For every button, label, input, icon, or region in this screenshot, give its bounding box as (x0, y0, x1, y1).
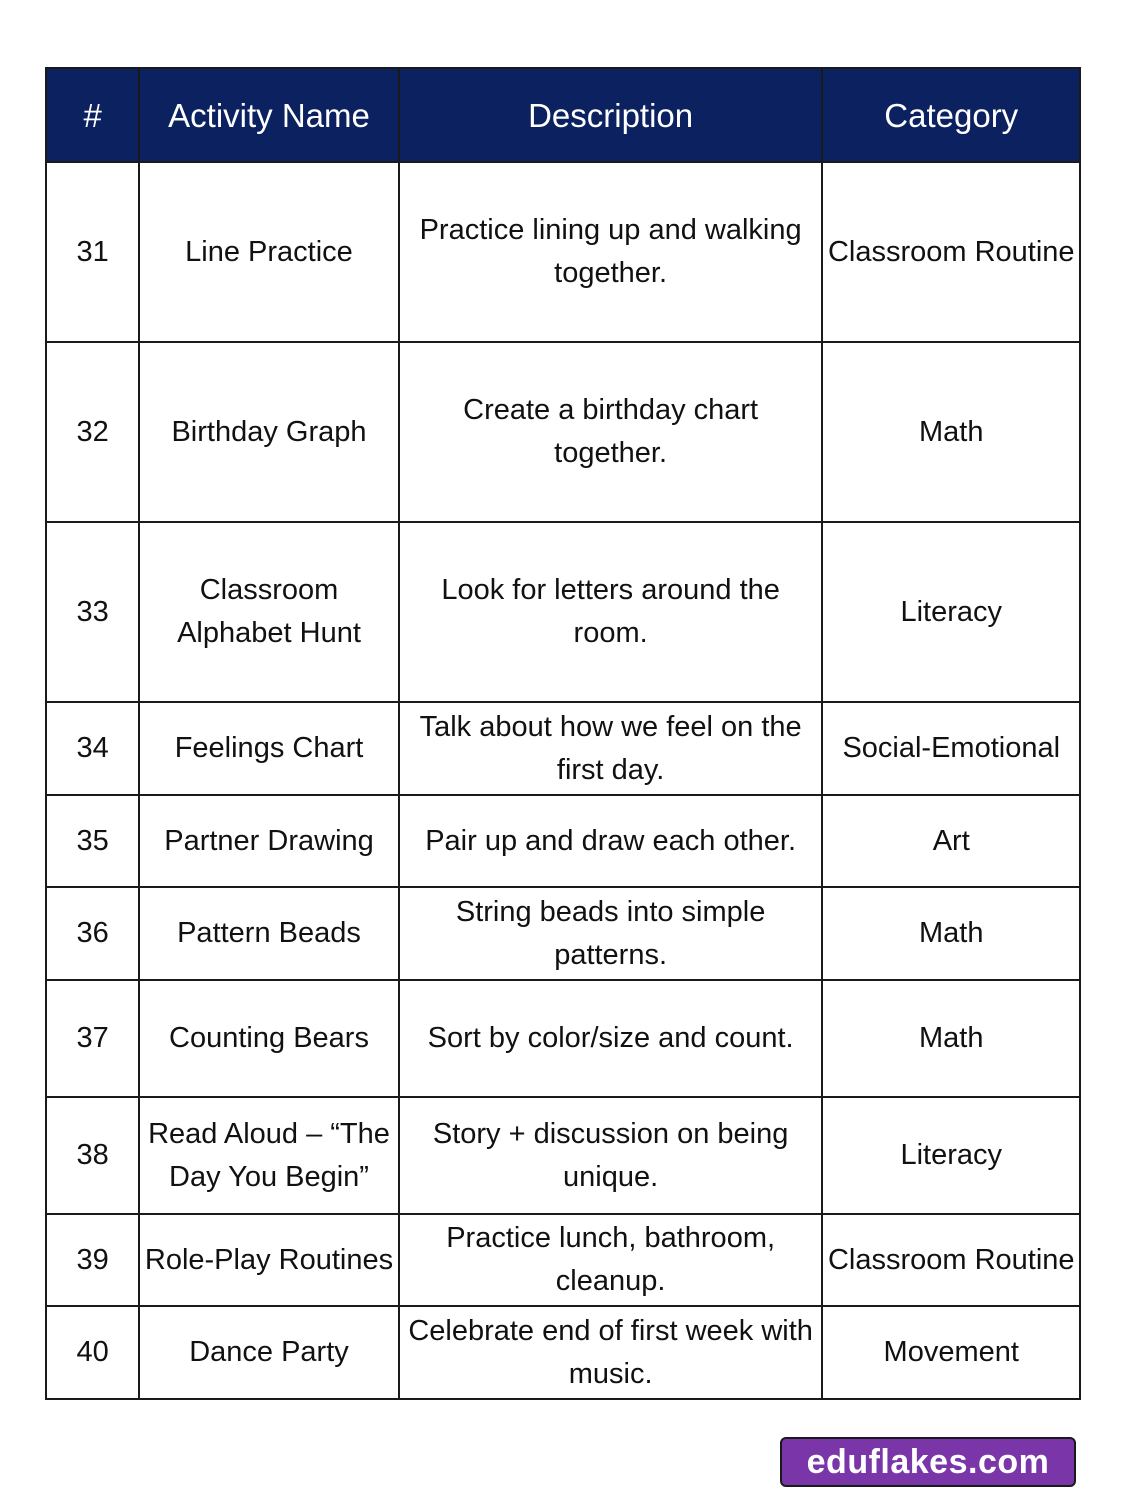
row-category: Art (822, 795, 1080, 887)
row-description: Practice lunch, bathroom, cleanup. (399, 1214, 823, 1306)
header-number: # (46, 68, 139, 162)
row-activity-name: Read Aloud – “The Day You Begin” (139, 1097, 399, 1214)
row-number: 35 (46, 795, 139, 887)
row-category: Social-Emotional (822, 702, 1080, 795)
header-activity-name: Activity Name (139, 68, 399, 162)
row-activity-name: Birthday Graph (139, 342, 399, 522)
row-description: Sort by color/size and count. (399, 980, 823, 1097)
row-description: Celebrate end of first week with music. (399, 1306, 823, 1399)
table-row (46, 980, 1080, 1097)
row-number: 40 (46, 1306, 139, 1399)
row-number: 33 (46, 522, 139, 702)
row-category: Math (822, 887, 1080, 980)
table-row (46, 162, 1080, 342)
row-category: Math (822, 342, 1080, 522)
row-number: 37 (46, 980, 139, 1097)
row-activity-name: Role-Play Routines (139, 1214, 399, 1306)
row-activity-name: Classroom Alphabet Hunt (139, 522, 399, 702)
row-category: Classroom Routine (822, 162, 1080, 342)
row-number: 38 (46, 1097, 139, 1214)
header-row (46, 68, 1080, 162)
row-number: 31 (46, 162, 139, 342)
row-description: String beads into simple patterns. (399, 887, 823, 980)
row-activity-name: Pattern Beads (139, 887, 399, 980)
row-number: 32 (46, 342, 139, 522)
table-row (46, 1214, 1080, 1306)
row-description: Story + discussion on being unique. (399, 1097, 823, 1214)
table-row (46, 522, 1080, 702)
header-description: Description (399, 68, 823, 162)
row-activity-name: Dance Party (139, 1306, 399, 1399)
row-description: Practice lining up and walking together. (399, 162, 823, 342)
row-category: Classroom Routine (822, 1214, 1080, 1306)
row-category: Literacy (822, 522, 1080, 702)
row-number: 34 (46, 702, 139, 795)
row-category: Literacy (822, 1097, 1080, 1214)
table-row (46, 1306, 1080, 1399)
table-row (46, 702, 1080, 795)
row-description: Pair up and draw each other. (399, 795, 823, 887)
row-activity-name: Counting Bears (139, 980, 399, 1097)
table-row (46, 795, 1080, 887)
table-row (46, 342, 1080, 522)
row-activity-name: Line Practice (139, 162, 399, 342)
table-row (46, 887, 1080, 980)
row-description: Talk about how we feel on the first day. (399, 702, 823, 795)
table-header (46, 68, 1080, 162)
row-number: 39 (46, 1214, 139, 1306)
header-category: Category (822, 68, 1080, 162)
row-activity-name: Partner Drawing (139, 795, 399, 887)
table-body (46, 162, 1080, 1399)
row-category: Math (822, 980, 1080, 1097)
row-description: Create a birthday chart together. (399, 342, 823, 522)
row-description: Look for letters around the room. (399, 522, 823, 702)
row-number: 36 (46, 887, 139, 980)
table-row (46, 1097, 1080, 1214)
row-category: Movement (822, 1306, 1080, 1399)
activity-table (45, 67, 1081, 1400)
brand-badge: eduflakes.com (780, 1437, 1076, 1487)
row-activity-name: Feelings Chart (139, 702, 399, 795)
